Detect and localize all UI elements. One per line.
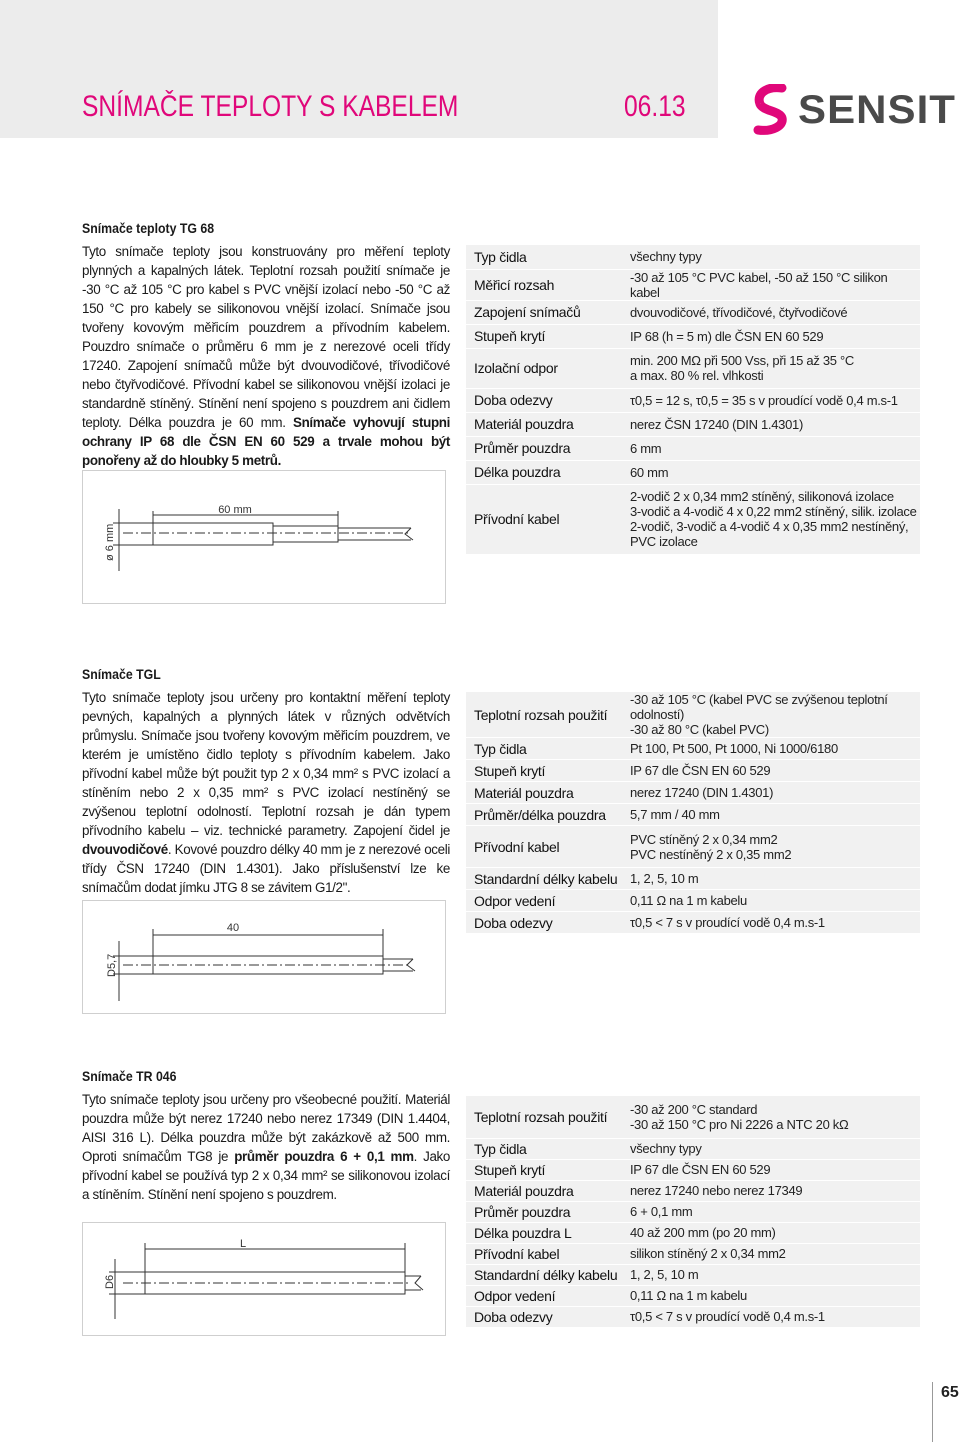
spec-value: τ0,5 = 12 s, τ0,5 = 35 s v proudící vodě 0,4 m.s-1 bbox=[630, 392, 898, 408]
spec-value: 1, 2, 5, 10 m bbox=[630, 1267, 699, 1282]
spec-value: 6 mm bbox=[630, 440, 662, 456]
spec-label: Stupeň krytí bbox=[474, 1161, 546, 1178]
specs-tg68 bbox=[466, 245, 920, 555]
spec-value: -30 až 105 °C (kabel PVC se zvýšenou teplotní odolností) -30 až 80 °C (kabel PVC) bbox=[630, 692, 888, 737]
drawing-tgl bbox=[82, 900, 446, 1014]
spec-label: Průměr pouzdra bbox=[474, 1203, 571, 1220]
spec-label: Odpor vedení bbox=[474, 892, 556, 909]
spec-row bbox=[466, 245, 920, 269]
spec-value: 1, 2, 5, 10 m bbox=[630, 871, 699, 886]
spec-label: Materiál pouzdra bbox=[474, 1182, 574, 1199]
drawing-length-label: 40 bbox=[226, 922, 240, 934]
spec-label: Zapojení snímačů bbox=[474, 304, 581, 320]
specs-tg68-body bbox=[466, 245, 920, 554]
spec-row bbox=[466, 760, 920, 782]
drawing-tg68 bbox=[82, 470, 446, 604]
section-tg68 bbox=[82, 220, 450, 470]
spec-label: Teplotní rozsah použití bbox=[474, 706, 608, 723]
spec-value: všechny typy bbox=[630, 1141, 702, 1156]
specs-tr046-body bbox=[466, 1096, 920, 1327]
spec-row bbox=[466, 1096, 920, 1138]
spec-row bbox=[466, 1285, 920, 1306]
spec-row bbox=[466, 1243, 920, 1264]
spec-row bbox=[466, 782, 920, 804]
spec-label: Materiál pouzdra bbox=[474, 416, 574, 432]
drawing-diameter-label: ø 6 mm bbox=[104, 523, 116, 561]
spec-value: -30 až 105 °C PVC kabel, -50 až 150 °C silikon kabel bbox=[630, 269, 888, 300]
spec-value: -30 až 200 °C standard -30 až 150 °C pro Ni 2226 a NTC 20 kΩ bbox=[630, 1101, 849, 1132]
spec-label: Odpor vedení bbox=[474, 1287, 556, 1304]
spec-label: Standardní délky kabelu bbox=[474, 1266, 618, 1283]
brand-name: SENSIT bbox=[798, 87, 957, 132]
spec-value: min. 200 MΩ při 500 Vss, při 15 až 35 °C a max. 80 % rel. vlhkosti bbox=[630, 353, 855, 383]
spec-row bbox=[466, 1306, 920, 1327]
spec-label: Standardní délky kabelu bbox=[474, 870, 618, 887]
spec-value: τ0,5 < 7 s v proudící vodě 0,4 m.s-1 bbox=[630, 1309, 825, 1324]
spec-label: Průměr/délka pouzdra bbox=[474, 806, 606, 823]
spec-value: dvouvodičové, třívodičové, čtyřvodičové bbox=[630, 304, 848, 320]
spec-row bbox=[466, 348, 920, 388]
spec-row bbox=[466, 738, 920, 760]
drawing-diameter-label: D6 bbox=[104, 1274, 116, 1289]
spec-label: Doba odezvy bbox=[474, 392, 553, 408]
spec-row bbox=[466, 1159, 920, 1180]
spec-value: 5,7 mm / 40 mm bbox=[630, 807, 720, 822]
spec-value: 60 mm bbox=[630, 464, 669, 480]
spec-value: PVC stíněný 2 x 0,34 mm2 PVC nestíněný 2 x 0,35 mm2 bbox=[630, 831, 792, 862]
spec-value: nerez 17240 nebo nerez 17349 bbox=[630, 1183, 803, 1198]
spec-value: 6 + 0,1 mm bbox=[630, 1204, 693, 1219]
spec-value: 40 až 200 mm (po 20 mm) bbox=[630, 1225, 776, 1240]
spec-row bbox=[466, 460, 920, 484]
section-body: Tyto snímače teploty jsou určeny pro všeobecné použití. Materiál pouzdra může být nerez 17240 nebo nerez 17349 (DIN 1.4404, AISI 316 L). Délka pouzdra může být zakázkově až 500 mm. Oproti snímačům TG8 je průměr pouzdra 6 + 0,1 mm. Jako přívodní kabel se používá typ 2 x 0,34 mm² se silikonovou izolací a stíněním. Stínění není spojeno s pouzdrem. bbox=[82, 1092, 450, 1202]
drawing-length-label: 60 mm bbox=[218, 504, 252, 516]
page-title: SNÍMAČE TEPLOTY S KABELEM bbox=[82, 90, 459, 123]
spec-row bbox=[466, 912, 920, 934]
spec-value: nerez ČSN 17240 (DIN 1.4301) bbox=[630, 416, 803, 432]
spec-row bbox=[466, 692, 920, 738]
spec-value: τ0,5 < 7 s v proudící vodě 0,4 m.s-1 bbox=[630, 915, 825, 930]
spec-label: Přívodní kabel bbox=[474, 1245, 560, 1262]
spec-value: 0,11 Ω na 1 m kabelu bbox=[630, 1288, 747, 1303]
spec-row bbox=[466, 1222, 920, 1243]
spec-value: IP 67 dle ČSN EN 60 529 bbox=[630, 1162, 771, 1177]
drawing-diameter-label: D5,7 bbox=[106, 953, 118, 977]
sensit-logo-icon bbox=[752, 84, 792, 136]
spec-row bbox=[466, 868, 920, 890]
spec-label: Doba odezvy bbox=[474, 914, 553, 931]
spec-label: Stupeň krytí bbox=[474, 328, 546, 344]
spec-value: silikon stíněný 2 x 0,34 mm2 bbox=[630, 1246, 786, 1261]
spec-value: všechny typy bbox=[630, 249, 702, 265]
spec-row bbox=[466, 269, 920, 300]
spec-label: Typ čidla bbox=[474, 740, 527, 757]
spec-label: Teplotní rozsah použití bbox=[474, 1108, 608, 1125]
spec-row bbox=[466, 1264, 920, 1285]
section-body: Tyto snímače teploty jsou konstruovány pro měření teploty plynných a kapalných látek. Teplotní rozsah použití snímače je -30 °C až 105 °C pro kabel s PVC vnější izolací nebo -50 °C až 150 °C pro kabely se silikonovou vnější izolací. Snímače jsou tvořeny kovovým měřicím pouzdrem a přívodním kabelem. Pouzdro snímače o průměru 6 mm je z nerezové oceli třídy 17240. Zapojení snímačů může být dvouvodičové, třívodičové nebo čtyřvodičové. Přívodní kabel se silikonovou vnější izolaci je standardně stíněný. Stínění není spojeno s pouzdrem ani čidlem teploty. Délka pouzdra je 60 mm. Snímače vyhovují stupni ochrany IP 68 dle ČSN EN 60 529 a trvale mohou být ponořeny až do hloubky 5 metrů. bbox=[82, 244, 450, 468]
spec-row bbox=[466, 1138, 920, 1159]
page-number-box bbox=[932, 1382, 960, 1442]
section-title: Snímače TR 046 bbox=[82, 1068, 177, 1084]
spec-row bbox=[466, 484, 920, 554]
page-number: 65 bbox=[941, 1384, 959, 1401]
spec-label: Stupeň krytí bbox=[474, 762, 546, 779]
specs-tgl bbox=[466, 692, 920, 934]
section-body: Tyto snímače teploty jsou určeny pro kontaktní měření teploty pevných, kapalných a plynných látek v různých odvětvích průmyslu. Snímače jsou tvořeny kovovým měřicím pouzdrem, ve kterém je umístěno čidlo teploty s přívodním kabelem. Jako přívodní kabel může být použit typ 2 x 0,34 mm² s PVC izolací a stíněním nebo 2 x 0,35 mm² s PVC izolací nestíněný se zvýšenou teplotní odolností. Teplotní rozsah je dán typem přívodního kabelu – viz. technické parametry. Zapojení čidel je dvouvodičové. Kovové pouzdro délky 40 mm je z nerezové oceli třídy ČSN 17240 (DIN 1.4301). Jako příslušenství lze ke snímačům dodat jímku JTG 8 se závitem G1/2". bbox=[82, 690, 450, 895]
drawing-length-label: L bbox=[239, 1238, 247, 1250]
spec-row bbox=[466, 890, 920, 912]
spec-label: Délka pouzdra bbox=[474, 464, 561, 480]
spec-row bbox=[466, 1180, 920, 1201]
spec-row bbox=[466, 436, 920, 460]
spec-value: 2-vodič 2 x 0,34 mm2 stíněný, silikonová izolace 3-vodič a 4-vodič 4 x 0,22 mm2 stíněný, silik. izolace 2-vodič, 3-vodič a 4-vodič 4 x 0,35 mm2 nestíněný, PVC izolace bbox=[630, 489, 917, 549]
spec-value: 0,11 Ω na 1 m kabelu bbox=[630, 893, 747, 908]
spec-label: Přívodní kabel bbox=[474, 511, 560, 527]
spec-label: Materiál pouzdra bbox=[474, 784, 574, 801]
spec-label: Měřicí rozsah bbox=[474, 276, 555, 293]
spec-label: Přívodní kabel bbox=[474, 838, 560, 855]
spec-row bbox=[466, 826, 920, 868]
spec-label: Délka pouzdra L bbox=[474, 1224, 572, 1241]
specs-tgl-body bbox=[466, 692, 920, 934]
spec-row bbox=[466, 388, 920, 412]
spec-row bbox=[466, 300, 920, 324]
spec-row bbox=[466, 804, 920, 826]
spec-value: IP 67 dle ČSN EN 60 529 bbox=[630, 763, 771, 778]
section-title: Snímače TGL bbox=[82, 666, 161, 682]
spec-label: Typ čidla bbox=[474, 1140, 527, 1157]
section-tr046 bbox=[82, 1068, 450, 1204]
spec-row bbox=[466, 324, 920, 348]
spec-label: Průměr pouzdra bbox=[474, 440, 571, 456]
spec-label: Doba odezvy bbox=[474, 1308, 553, 1325]
spec-label: Izolační odpor bbox=[474, 360, 558, 376]
spec-value: IP 68 (h = 5 m) dle ČSN EN 60 529 bbox=[630, 328, 824, 344]
brand-logo bbox=[752, 84, 957, 136]
section-tgl bbox=[82, 666, 450, 897]
spec-row bbox=[466, 412, 920, 436]
drawing-tr046 bbox=[82, 1222, 446, 1336]
spec-row bbox=[466, 1201, 920, 1222]
spec-value: Pt 100, Pt 500, Pt 1000, Ni 1000/6180 bbox=[630, 741, 838, 756]
spec-label: Typ čidla bbox=[474, 248, 527, 265]
section-title: Snímače teploty TG 68 bbox=[82, 220, 215, 236]
specs-tr046 bbox=[466, 1096, 920, 1328]
section-number: 06.13 bbox=[624, 90, 686, 123]
spec-value: nerez 17240 (DIN 1.4301) bbox=[630, 785, 774, 800]
